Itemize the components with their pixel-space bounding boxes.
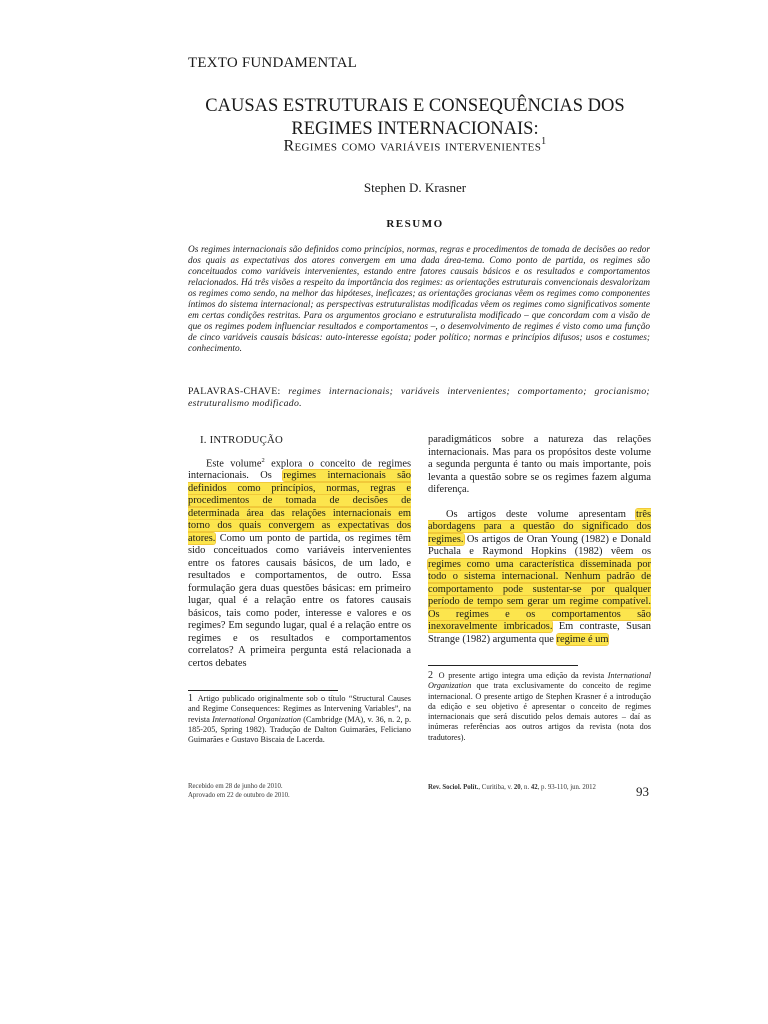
paragraph-three-approaches [428,509,651,647]
subtitle-text: Regimes como variáveis intervenientes [283,137,542,155]
text-run: que trata exclusivamente do conceito de regime internacional. O presente artigo de Stephen Krasner é a introdução da edição e seu objetivo é apresentar o conceito de regimes internacionais que será discutido pelos demais autores – daí as inúmeras referências aos outros artigos da revista (nota dos tradutores). [428,681,651,742]
highlight-pervasive-regimes[interactable]: regimes como uma característica disseminada por todo o sistema internacional. Nenhum padrão de comportamento pode sustentar-se por qualquer período de tempo sem gerar um regime compatível. Os regimes e os comportamentos são inexoravelmente imbricados. [428,558,651,632]
keywords-label: PALAVRAS-CHAVE: [188,386,281,397]
approved-date: Aprovado em 22 de outubro de 2010. [188,792,290,799]
journal-name: International Organization [428,671,652,691]
body-column-right [428,434,651,646]
journal-abbrev: Rev. Sociol. Polít. [428,784,479,791]
highlight-regime-is[interactable]: regime é um [556,633,609,645]
footnote-2 [428,671,651,743]
author-name: Stephen D. Krasner [363,180,467,195]
text-run: , Curitiba, v. [478,784,514,791]
text-run: , n. [520,784,531,791]
paragraph-continued: paradigmáticos sobre a natureza das relações internacionais. Mas para os propósitos deste volume a segunda pergunta é tanto ou mais importante, pois levanta a questão sobre se os regimes fazem alguma diferença. [428,434,651,495]
article-title-line-2: REGIMES INTERNACIONAIS: [291,119,539,139]
text-run: Os artigos de Oran Young (1982) e Donald Puchala e Raymond Hopkins (1982) vêem os [428,533,651,557]
article-subtitle [150,136,680,155]
text-run: explora o conceito de regimes internacionais. Os [188,457,411,482]
journal-name: International Organization [212,714,301,724]
text-run: Em contraste, Susan Strange (1982) argumenta que [428,621,651,645]
section-label: TEXTO FUNDAMENTAL [188,55,357,71]
footnote-marker-2[interactable]: 2 [261,456,265,464]
keywords-list: regimes internacionais; variáveis intervenientes; comportamento; grocianismo; estruturalismo modificado. [188,386,650,409]
issue: 42 [530,784,538,791]
text-run: Este volume [206,457,262,469]
intro-paragraph-1 [188,455,411,671]
highlight-three-approaches[interactable]: três abordagens para a questão do significado dos regimes. [428,508,651,545]
journal-citation [428,784,596,791]
abstract-text: Os regimes internacionais são definidos como princípios, normas, regras e procedimentos de tomada de decisões ao redor dos quais as expectativas dos atores convergem em uma dada área-tema. Como ponto de partida, os regimes são conceituados como variáveis intervenientes, estando entre fatores causais básicos e os resultados e comportamentos relacionados. Há três visões a respeito da importância dos regimes: as orientações estruturais convencionais desvalorizam os regimes como sendo, na melhor das hipóteses, ineficazes; as orientações grocianas vêem os regimes como componentes íntimos do sistema internacional; as perspectivas estruturalistas modificadas vêem os regimes como significativos somente em certas condições restritas. Para os argumentos grociano e estruturalista modificado – que concordam com a visão de que os regimes podem influenciar resultados e comportamentos –, o desenvolvimento de regimes é visto como uma função de cinco variáveis causais básicas: auto-interesse egoísta; poder político; normas e princípios difusos; usos e costumes; conhecimento. [188,245,650,354]
text-run: , p. 93-110, jun. 2012 [537,784,596,791]
text-run: Os artigos deste volume apresentam [446,508,636,520]
footnote-1-number: 1 [188,693,193,704]
footnote-divider-right [428,665,578,666]
text-run: Como um ponto de partida, os regimes têm sido conceituados como variáveis intervenientes entre os fatores causais básicos, de um lado, e resultados e comportamentos, de outro. Essa formulação gera duas questões básicas: em primeiro lugar, qual é a relação entre os fatores causais básicos, tais como poder, interesse e valores e os regimes? Em segundo lugar, qual é a relação entre os regimes e os resultados e comportamentos correlatos? A primeira pergunta está relacionada a certos debates [188,532,411,669]
abstract-heading: RESUMO [386,218,444,230]
footnote-1 [188,694,411,745]
keywords [188,386,650,409]
subtitle-footnote-marker[interactable]: 1 [541,136,547,147]
text-run: Artigo publicado originalmente sob o título “Structural Causes and Regime Consequences: Regimes as Intervening Variables”, na revista [188,694,411,724]
volume: 20 [513,784,521,791]
highlight-regime-definition[interactable]: regimes internacionais são definidos como princípios, normas, regras e procedimentos de tomada de decisões de determinada área das relações internacionais em torno dos quais convergem as expectativas dos atores. [188,470,411,544]
body-column-left [188,434,411,670]
article-title-line-1: CAUSAS ESTRUTURAIS E CONSEQUÊNCIAS DOS [205,96,625,116]
page-number: 93 [636,784,649,799]
text-run: O presente artigo integra uma edição da revista [438,671,608,680]
received-date: Recebido em 28 de junho de 2010. [188,783,283,790]
intro-heading: I. INTRODUÇÃO [200,434,283,446]
text-run: (Cambridge (MA), v. 36, n. 2, p. 185-205, Spring 1982). Tradução de Dalton Guimarães, Feliciano Guimarães e Gustavo Biscaia de Lacerda. [188,714,411,745]
footnote-2-number: 2 [428,670,433,681]
footnote-divider-left [188,690,338,691]
submission-dates [188,782,290,800]
